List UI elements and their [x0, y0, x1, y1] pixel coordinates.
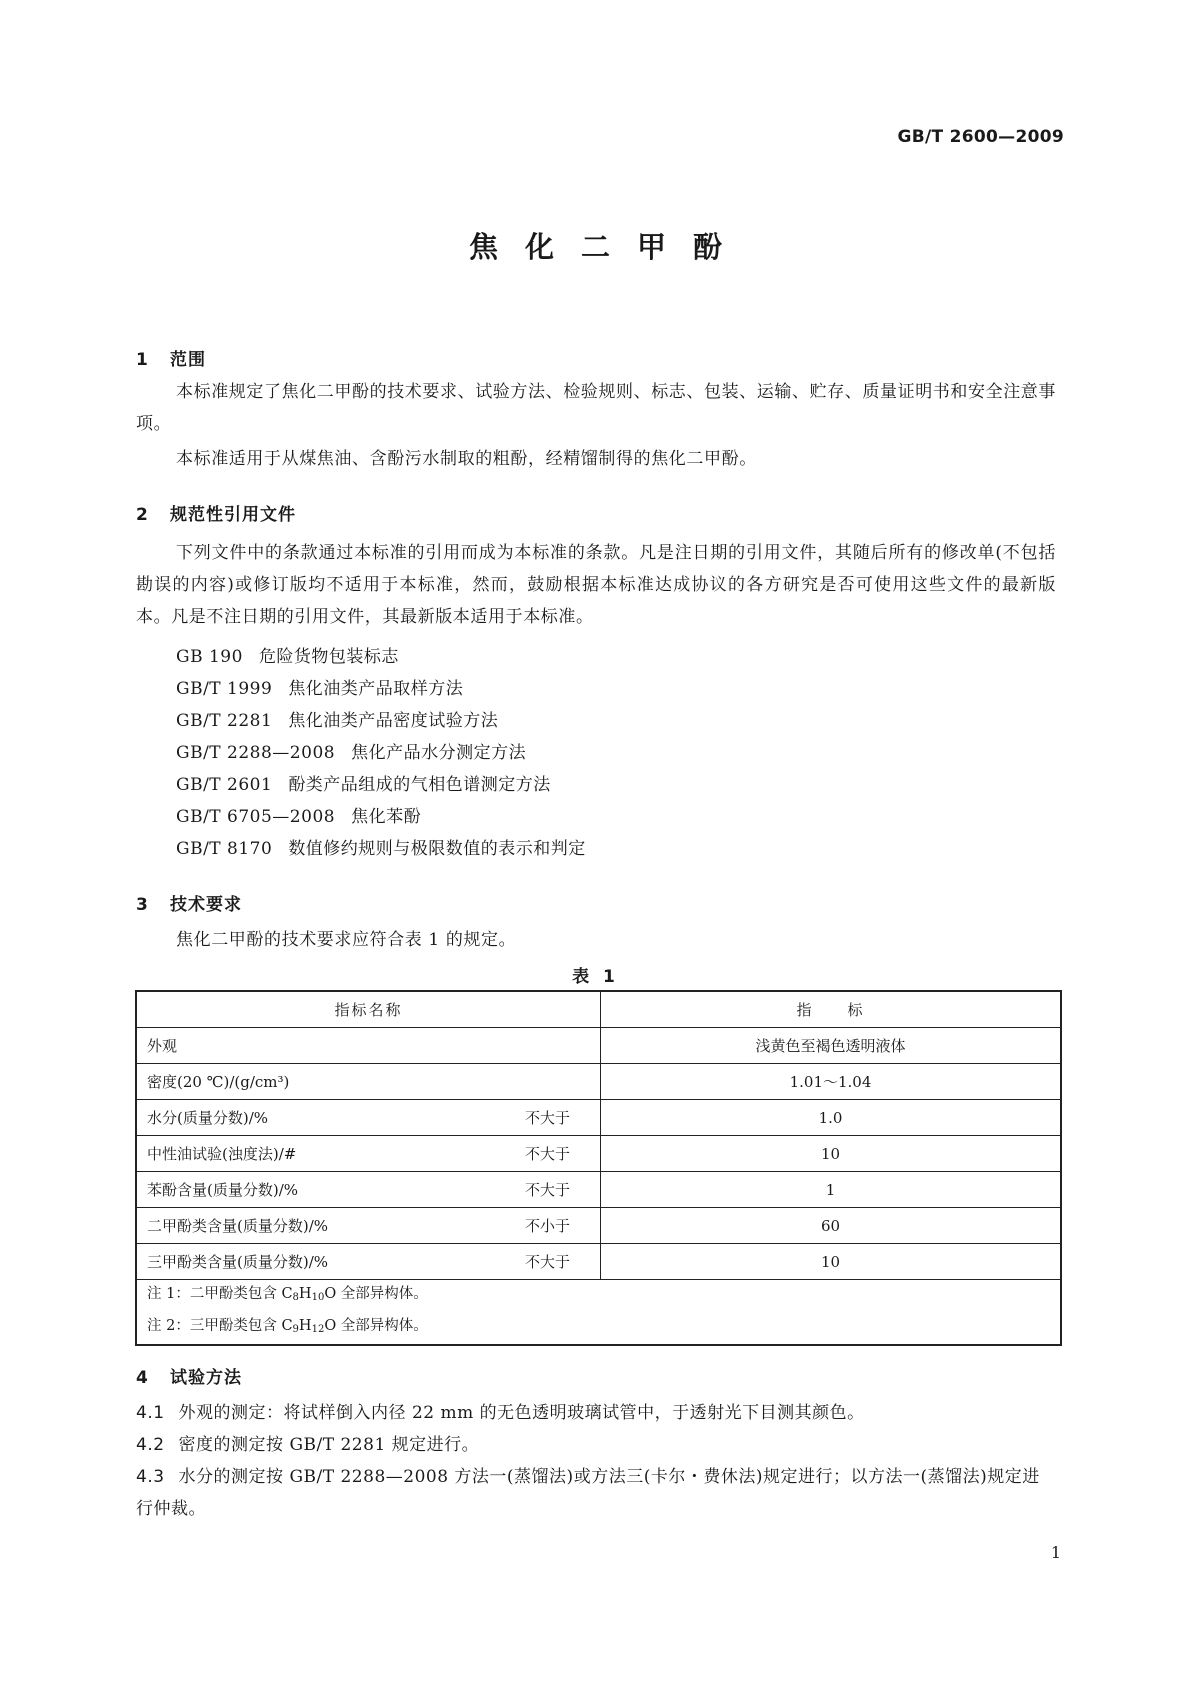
table-cell-value: 浅黄色至褐色透明液体	[601, 1028, 1062, 1064]
scope-paragraph-1: 本标准规定了焦化二甲酚的技术要求、试验方法、检验规则、标志、包装、运输、贮存、质量证明书和安全注意事项。	[136, 382, 1056, 434]
reference-item	[176, 738, 526, 763]
reference-code: GB/T 2281	[176, 711, 273, 731]
scope-paragraph-2: 本标准适用于从煤焦油、含酚污水制取的粗酚，经精馏制得的焦化二甲酚。	[176, 449, 757, 469]
section-heading-test-methods	[136, 1363, 242, 1388]
table-note-1	[147, 1280, 1050, 1312]
reference-name: 焦化产品水分测定方法	[351, 743, 527, 763]
reference-code: GB/T 1999	[176, 679, 273, 699]
table-header-row	[136, 991, 1061, 1028]
limit-qualifier: 不大于	[524, 1145, 570, 1163]
item-name: 中性油试验(浊度法)/#	[147, 1145, 297, 1163]
clause-number: 4.3	[136, 1467, 165, 1487]
reference-name: 危险货物包装标志	[258, 647, 399, 667]
reference-item	[176, 706, 498, 731]
table-cell-name	[136, 1100, 601, 1136]
note-text: O 全部异构体。	[324, 1286, 428, 1302]
table-cell-name	[136, 1136, 601, 1172]
reference-item	[176, 642, 399, 667]
table-notes-row	[136, 1280, 1061, 1346]
section-number: 3	[136, 895, 149, 915]
section-title: 试验方法	[170, 1368, 242, 1388]
reference-code: GB/T 2288—2008	[176, 743, 336, 763]
table-notes	[136, 1280, 1061, 1346]
table-row	[136, 1028, 1061, 1064]
limit-qualifier: 不大于	[524, 1181, 570, 1199]
table-row	[136, 1208, 1061, 1244]
standard-code: GB/T 2600—2009	[897, 127, 1064, 147]
note-subscript: 9	[292, 1324, 299, 1335]
table-cell-value: 1.0	[601, 1100, 1062, 1136]
reference-name: 焦化油类产品密度试验方法	[288, 711, 499, 731]
specification-table	[135, 990, 1062, 1346]
document-title: 焦化二甲酚	[468, 230, 749, 264]
note-subscript: 10	[311, 1292, 325, 1303]
table-cell-name	[136, 1028, 601, 1064]
table-header-cell: 指 标	[601, 991, 1062, 1028]
section-number: 4	[136, 1368, 149, 1388]
references-paragraph: 下列文件中的条款通过本标准的引用而成为本标准的条款。凡是注日期的引用文件，其随后所有的修改单(不包括勘误的内容)或修订版均不适用于本标准，然而，鼓励根据本标准达成协议的各方研究是否可使用这些文件的最新版本。凡是不注日期的引用文件，其最新版本适用于本标准。	[136, 543, 1056, 627]
note-subscript: 8	[292, 1292, 299, 1303]
table-row	[136, 1244, 1061, 1280]
note-text: H	[298, 1318, 312, 1334]
reference-name: 焦化苯酚	[351, 807, 422, 827]
item-name: 密度(20 ℃)/(g/cm³)	[147, 1073, 290, 1091]
clause-number: 4.1	[136, 1403, 165, 1423]
clause-4-3	[136, 1461, 1056, 1525]
reference-item	[176, 834, 586, 859]
limit-qualifier: 不大于	[524, 1253, 570, 1271]
item-name: 外观	[147, 1037, 178, 1055]
section-title: 范围	[170, 350, 206, 370]
item-name: 二甲酚类含量(质量分数)/%	[147, 1217, 329, 1235]
reference-item	[176, 802, 421, 827]
table-row	[136, 1172, 1061, 1208]
table-caption: 表 1	[572, 967, 619, 987]
limit-qualifier: 不小于	[524, 1217, 570, 1235]
note-text: 注 1：二甲酚类包含 C	[147, 1286, 293, 1302]
note-text: 注 2：三甲酚类包含 C	[147, 1318, 293, 1334]
reference-code: GB/T 8170	[176, 839, 273, 859]
table-cell-name	[136, 1172, 601, 1208]
table-cell-value: 1.01～1.04	[601, 1064, 1062, 1100]
item-name: 三甲酚类含量(质量分数)/%	[147, 1253, 329, 1271]
reference-item	[176, 770, 551, 795]
page-number: 1	[1050, 1543, 1061, 1562]
reference-name: 焦化油类产品取样方法	[288, 679, 464, 699]
table-cell-value: 10	[601, 1244, 1062, 1280]
reference-code: GB/T 6705—2008	[176, 807, 336, 827]
table-cell-name	[136, 1064, 601, 1100]
table-header-cell: 指标名称	[136, 991, 601, 1028]
section-number: 2	[136, 505, 149, 525]
table-row	[136, 1136, 1061, 1172]
item-name: 苯酚含量(质量分数)/%	[147, 1181, 299, 1199]
reference-name: 酚类产品组成的气相色谱测定方法	[288, 775, 551, 795]
table-cell-value: 10	[601, 1136, 1062, 1172]
reference-item	[176, 674, 463, 699]
requirements-paragraph: 焦化二甲酚的技术要求应符合表 1 的规定。	[176, 930, 517, 950]
table-cell-name	[136, 1208, 601, 1244]
section-heading-scope	[136, 345, 206, 370]
clause-4-1	[136, 1397, 1056, 1429]
clause-text: 外观的测定：将试样倒入内径 22 mm 的无色透明玻璃试管中，于透射光下目测其颜色。	[178, 1403, 865, 1423]
note-text: H	[298, 1286, 312, 1302]
section-number: 1	[136, 350, 149, 370]
table-note-2	[147, 1312, 1050, 1344]
clause-text: 水分的测定按 GB/T 2288—2008 方法一(蒸馏法)或方法三(卡尔・费休法)规定进行；以方法一(蒸馏法)规定进行仲裁。	[136, 1467, 1040, 1519]
section-heading-normative-references	[136, 500, 296, 525]
reference-code: GB/T 2601	[176, 775, 273, 795]
section-heading-technical-requirements	[136, 890, 242, 915]
table-row	[136, 1100, 1061, 1136]
table-cell-value: 60	[601, 1208, 1062, 1244]
reference-name: 数值修约规则与极限数值的表示和判定	[288, 839, 586, 859]
section-title: 技术要求	[170, 895, 242, 915]
limit-qualifier: 不大于	[524, 1109, 570, 1127]
clause-text: 密度的测定按 GB/T 2281 规定进行。	[178, 1435, 480, 1455]
section-title: 规范性引用文件	[170, 505, 296, 525]
table-cell-name	[136, 1244, 601, 1280]
note-text: O 全部异构体。	[324, 1318, 428, 1334]
item-name: 水分(质量分数)/%	[147, 1109, 269, 1127]
clause-4-2	[136, 1429, 1056, 1461]
reference-code: GB 190	[176, 647, 243, 667]
table-cell-value: 1	[601, 1172, 1062, 1208]
table-row	[136, 1064, 1061, 1100]
clause-number: 4.2	[136, 1435, 165, 1455]
note-subscript: 12	[311, 1324, 325, 1335]
